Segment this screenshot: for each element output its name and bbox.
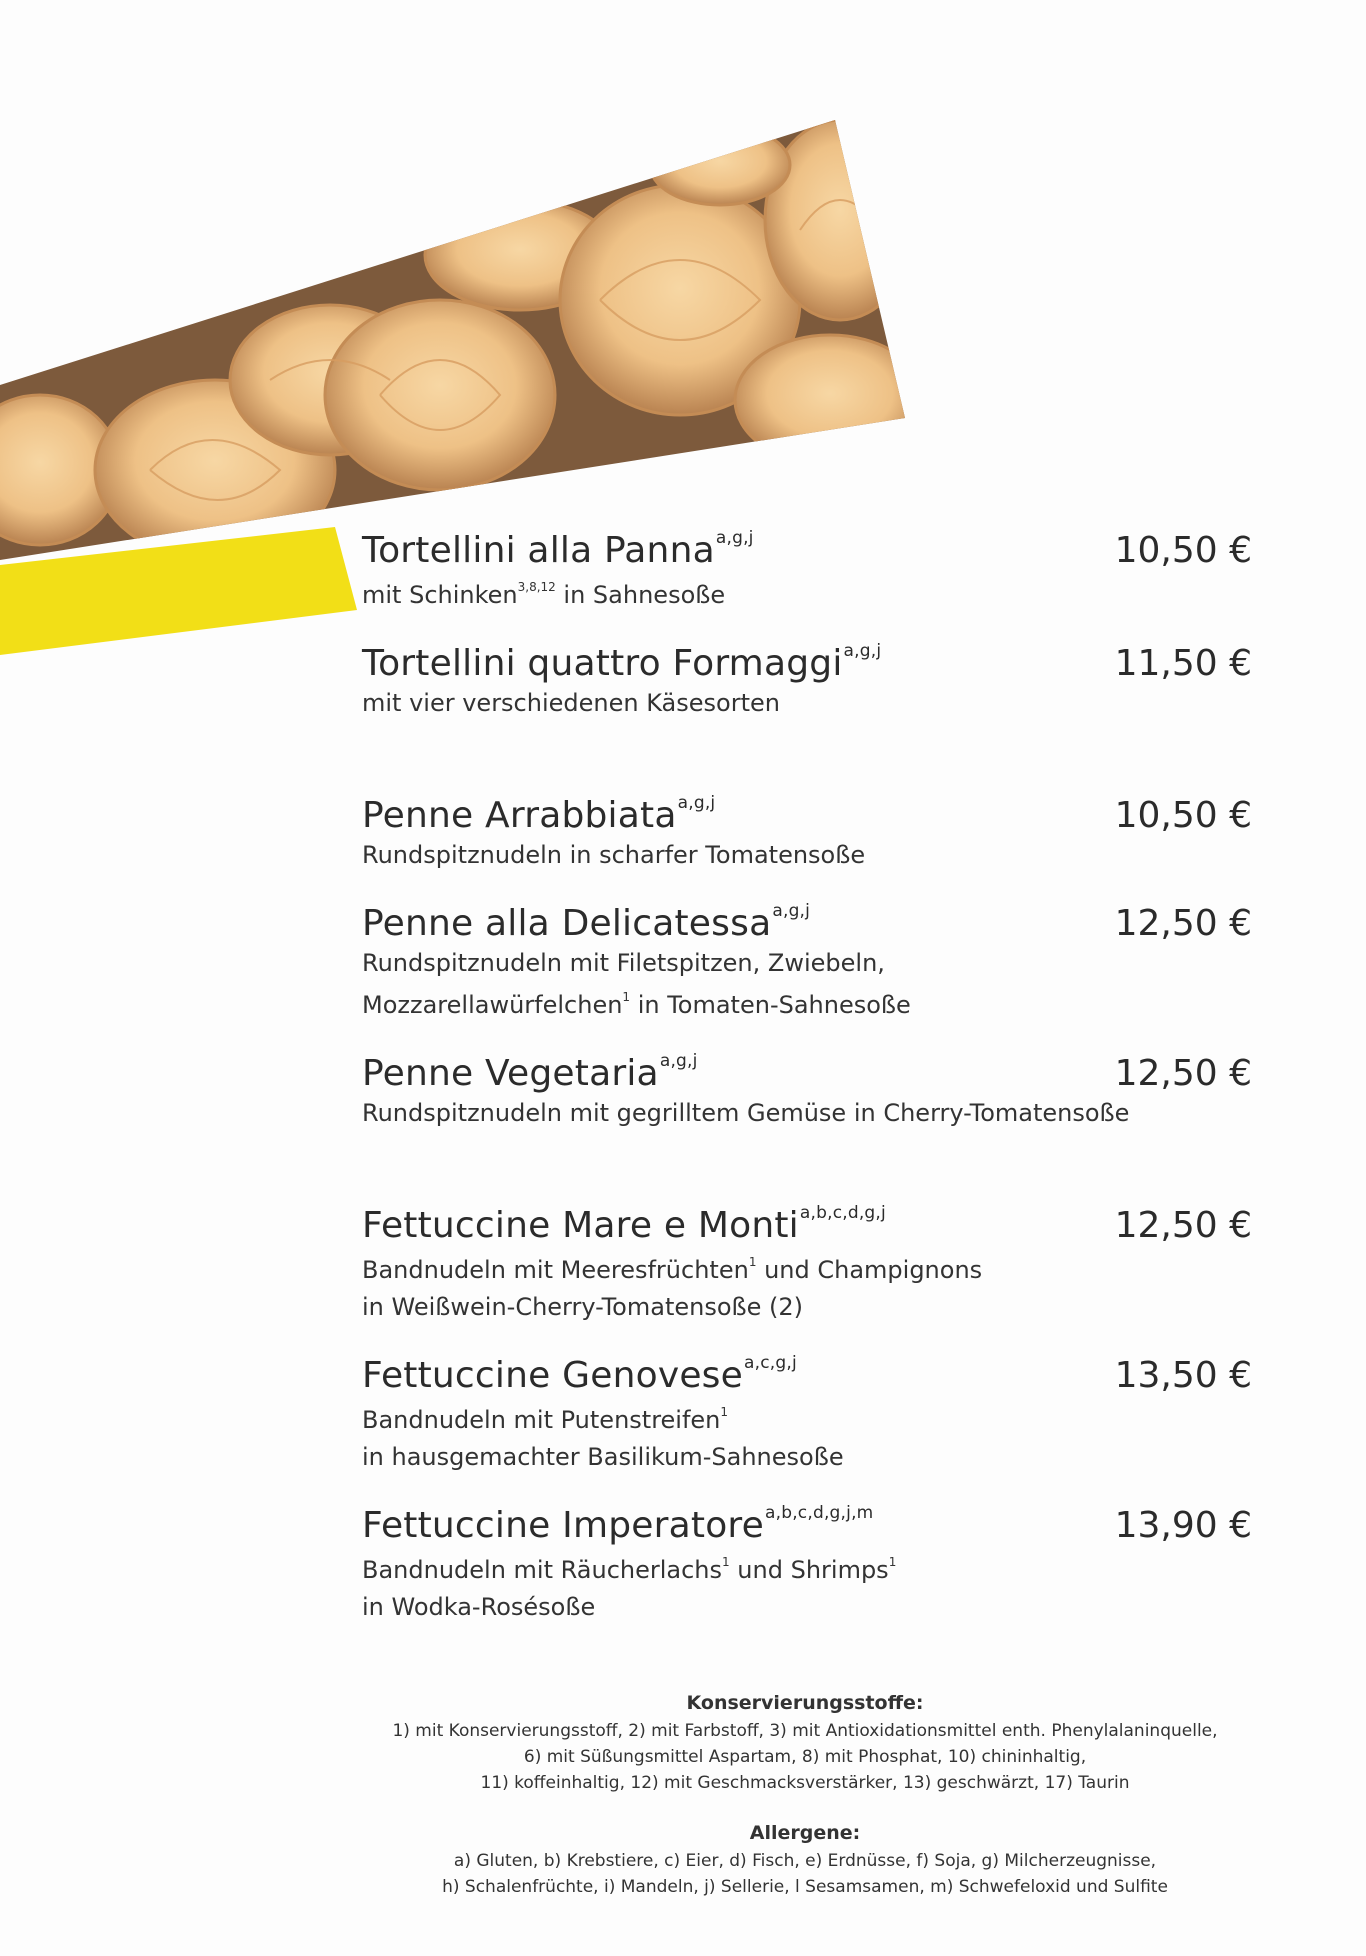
dish-price: 12,50 €	[1114, 903, 1252, 944]
dish-name	[362, 1355, 797, 1396]
description-text: und Champignons	[756, 1256, 983, 1284]
dish-description	[362, 1398, 1252, 1438]
dish-description	[362, 573, 1252, 613]
description-text: Bandnudeln mit Putenstreifen	[362, 1406, 721, 1434]
description-text: mit Schinken	[362, 581, 518, 609]
allergen-codes: a,g,j	[843, 641, 882, 661]
preservatives-line: 1) mit Konservierungsstoff, 2) mit Farbstoff, 3) mit Antioxidationsmittel enth. Phenylalaninquelle,	[392, 1721, 1218, 1741]
allergens-line: a) Gluten, b) Krebstiere, c) Eier, d) Fisch, e) Erdnüsse, f) Soja, g) Milcherzeugnisse,	[453, 1851, 1157, 1871]
dish-description	[362, 1248, 1252, 1288]
dish-name-text: Penne Vegetaria	[362, 1053, 659, 1094]
dish-name	[362, 1205, 886, 1246]
dish-description	[362, 1096, 1252, 1131]
dish-price: 10,50 €	[1114, 795, 1252, 836]
allergen-codes: a,g,j	[715, 528, 754, 548]
dish-description	[362, 1440, 1252, 1475]
allergen-codes: a,g,j	[677, 793, 716, 813]
dish-name-text: Penne Arrabbiata	[362, 795, 677, 836]
description-text: Mozzarellawürfelchen	[362, 991, 623, 1019]
description-text: mit vier verschiedenen Käsesorten	[362, 689, 780, 717]
description-text: Rundspitznudeln in scharfer Tomatensoße	[362, 841, 866, 869]
preservatives-block	[330, 1692, 1280, 1796]
dish-description	[362, 983, 1252, 1023]
additive-codes: 1	[748, 1255, 757, 1269]
preservatives-line: 11) koffeinhaltig, 12) mit Geschmacksverstärker, 13) geschwärzt, 17) Taurin	[480, 1773, 1130, 1793]
dish-name	[362, 643, 881, 684]
menu-item	[362, 1053, 1252, 1131]
allergens-block	[330, 1822, 1280, 1900]
dish-name-text: Fettuccine Mare e Monti	[362, 1205, 799, 1246]
dish-price: 13,90 €	[1114, 1505, 1252, 1546]
description-text: Bandnudeln mit Räucherlachs	[362, 1556, 723, 1584]
additive-codes: 3,8,12	[517, 580, 556, 594]
menu-item	[362, 903, 1252, 1023]
dish-description	[362, 946, 1252, 981]
allergen-codes: a,b,c,d,g,j,m	[764, 1503, 874, 1523]
dish-name-text: Penne alla Delicatessa	[362, 903, 772, 944]
menu-item	[362, 1355, 1252, 1475]
allergens-line: h) Schalenfrüchte, i) Mandeln, j) Sellerie, l Sesamsamen, m) Schwefeloxid und Sulfite	[442, 1877, 1168, 1897]
menu-item	[362, 1505, 1252, 1625]
description-text: Bandnudeln mit Meeresfrüchten	[362, 1256, 749, 1284]
dish-price: 10,50 €	[1114, 530, 1252, 571]
description-text: in hausgemachter Basilikum-Sahnesoße	[362, 1443, 844, 1471]
dish-description	[362, 1290, 1252, 1325]
allergen-codes: a,c,g,j	[743, 1353, 797, 1373]
menu-item	[362, 643, 1252, 721]
dish-name-text: Tortellini quattro Formaggi	[362, 643, 843, 684]
dish-name	[362, 530, 754, 571]
dish-description	[362, 1590, 1252, 1625]
preservatives-line: 6) mit Süßungsmittel Aspartam, 8) mit Phosphat, 10) chininhaltig,	[523, 1747, 1087, 1767]
dish-name-text: Fettuccine Imperatore	[362, 1505, 764, 1546]
preservatives-title: Konservierungsstoffe:	[686, 1692, 924, 1714]
dish-name-text: Tortellini alla Panna	[362, 530, 715, 571]
dish-price: 13,50 €	[1114, 1355, 1252, 1396]
menu-item	[362, 795, 1252, 873]
dish-name	[362, 1053, 698, 1094]
dish-price: 11,50 €	[1114, 643, 1252, 684]
description-text: in Tomaten-Sahnesoße	[630, 991, 911, 1019]
additive-codes: 1	[720, 1405, 729, 1419]
description-text: in Wodka-Rosésoße	[362, 1593, 596, 1621]
dish-description	[362, 1548, 1252, 1588]
allergen-codes: a,g,j	[772, 901, 811, 921]
dish-price: 12,50 €	[1114, 1205, 1252, 1246]
description-text: in Sahnesoße	[555, 581, 726, 609]
dish-name	[362, 795, 715, 836]
menu-item	[362, 1205, 1252, 1325]
additive-codes: 1	[722, 1555, 730, 1569]
additive-codes: 1	[622, 990, 631, 1004]
dish-name-text: Fettuccine Genovese	[362, 1355, 743, 1396]
allergens-title: Allergene:	[749, 1822, 861, 1844]
dish-description	[362, 838, 1252, 873]
dish-name	[362, 903, 810, 944]
description-text: Rundspitznudeln mit Filetspitzen, Zwiebeln,	[362, 949, 885, 977]
allergen-codes: a,g,j	[659, 1051, 698, 1071]
pasta-photo	[0, 100, 925, 580]
allergen-codes: a,b,c,d,g,j	[799, 1203, 886, 1223]
dish-description	[362, 686, 1252, 721]
menu-item	[362, 530, 1252, 613]
additive-codes: 1	[888, 1555, 897, 1569]
description-text: Rundspitznudeln mit gegrilltem Gemüse in Cherry-Tomatensoße	[362, 1099, 1130, 1127]
dish-name	[362, 1505, 873, 1546]
description-text: in Weißwein-Cherry-Tomatensoße (2)	[362, 1293, 804, 1321]
menu-list	[362, 530, 1252, 1625]
dish-price: 12,50 €	[1114, 1053, 1252, 1094]
description-text: und Shrimps	[729, 1556, 889, 1584]
